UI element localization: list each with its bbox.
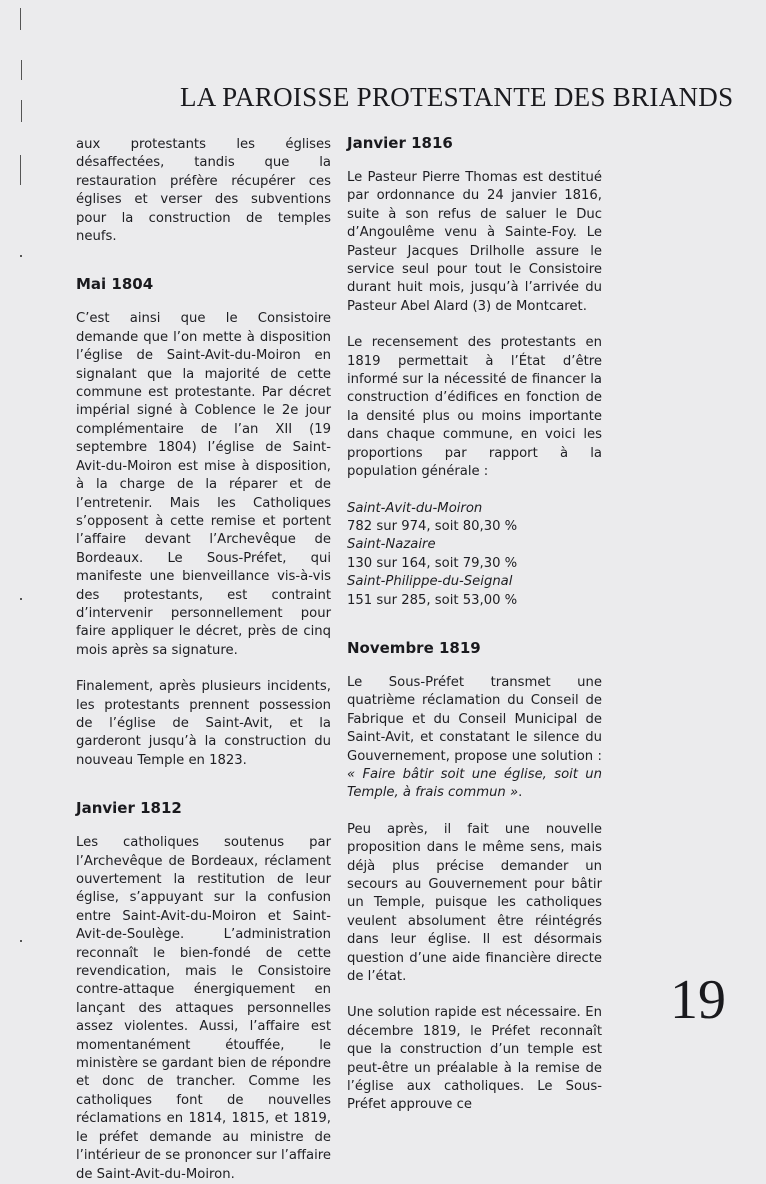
census-place: Saint-Nazaire (347, 537, 436, 553)
census-place: Saint-Avit-du-Moiron (347, 500, 483, 516)
section-heading-mai-1804: Mai 1804 (76, 275, 154, 294)
binding-mark (20, 940, 22, 942)
running-title: LA PAROISSE PROTESTANTE DES BRIANDS (180, 82, 734, 112)
intro-paragraph: aux protestants les églises désaffectées, tandis que la restauration préfère récupérer ces églises et verser des subventions pour la construction de temples neufs. (76, 137, 331, 245)
section-heading-janvier-1816: Janvier 1816 (347, 134, 453, 152)
right-column (347, 133, 602, 1115)
body-paragraph: Le recensement des protestants en 1819 permettait à l’État d’être informé sur la nécessité de financer la construction d’édifices en fonction de la densité plus ou moins importante dans chaque commune, en voici les proportions par rapport à la population générale : (347, 335, 602, 480)
section-heading-novembre-1819: Novembre 1819 (347, 638, 481, 657)
section-heading-janvier-1812: Janvier 1812 (76, 799, 182, 818)
body-paragraph (347, 674, 602, 803)
binding-mark (21, 100, 22, 122)
binding-mark (20, 155, 21, 185)
body-paragraph: Peu après, il fait une nouvelle proposition dans le même sens, mais déjà plus précise demander un secours au Gouvernement pour bâtir un Temple, puisque les catholiques veulent absolument être réintégrés dans leur église. Il est désormais question d’une aide financière directe de l’état. (347, 821, 602, 985)
paragraph-text: Le Sous-Préfet transmet une quatrième réclamation du Conseil de Fabrique et du Conseil Municipal de Saint-Avit, et constatant le silence du Gouvernement, propose une solution : (347, 674, 602, 764)
left-column (76, 136, 331, 1184)
body-paragraph: C’est ainsi que le Consistoire demande que l’on mette à disposition l’église de Saint-Avit-du-Moiron en signalant que la majorité de cette commune est protestante. Par décret impérial signé à Coblence le 2e jour complémentaire de l’an XII (19 septembre 1804) l’église de Saint-Avit-du-Moiron est mise à disposition, à la charge de la réparer et de l’entretenir. Mais les Catholiques s’opposent à cette remise et portent l’affaire devant l’Archevêque de Bordeaux. Le Sous-Préfet, qui manifeste une bienveillance vis-à-vis des protestants, est contraint d’intervenir personnellement pour faire appliquer le décret, près de cinq mois après sa signature. (76, 311, 331, 658)
body-paragraph: Les catholiques soutenus par l’Archevêque de Bordeaux, réclament ouvertement la restitution de leur église, s’appuyant sur la confusion entre Saint-Avit-du-Moiron et Saint-Avit-de-Soulège. L’administration reconnaît le bien-fondé de cette revendication, mais le Consistoire contre-attaque énergiquement en lançant des attaques personnelles assez violentes. Aussi, l’affaire est momentanément étouffée, le ministère se gardant bien de répondre et donc de trancher. Comme les catholiques font de nouvelles réclamations en 1814, 1815, et 1819, le préfet demande au ministre de l’intérieur de se prononcer sur l’affaire de Saint-Avit-du-Moiron. (76, 835, 331, 1182)
census-place: Saint-Philippe-du-Seignal (347, 574, 513, 590)
census-figures: 151 sur 285, soit 53,00 % (347, 592, 518, 608)
binding-mark (20, 255, 22, 257)
page-number: 19 (670, 969, 726, 1031)
census-figures: 130 sur 164, soit 79,30 % (347, 555, 518, 571)
binding-mark (21, 60, 22, 80)
body-paragraph: Une solution rapide est nécessaire. En décembre 1819, le Préfet reconnaît que la construction d’un temple est peut-être un préalable à la remise de l’église aux catholiques. Le Sous-Préfet approuve ce (347, 1005, 602, 1113)
census-figures: 782 sur 974, soit 80,30 % (347, 518, 518, 534)
paragraph-end: . (518, 785, 523, 801)
body-paragraph: Finalement, après plusieurs incidents, les protestants prennent possession de l’église de Saint-Avit, et la garderont jusqu’à la construction du nouveau Temple en 1823. (76, 679, 331, 768)
binding-mark (20, 8, 21, 30)
census-list (347, 500, 602, 610)
body-paragraph: Le Pasteur Pierre Thomas est destitué par ordonnance du 24 janvier 1816, suite à son refus de saluer le Duc d’Angoulême venu à Sainte-Foy. Le Pasteur Jacques Drilholle assure le service seul pour tout le Consistoire durant huit mois, jusqu’à l’arrivée du Pasteur Abel Alard (3) de Montcaret. (347, 170, 602, 314)
quoted-proposal: « Faire bâtir soit une église, soit un Temple, à frais commun » (347, 766, 602, 801)
binding-mark (20, 598, 22, 600)
